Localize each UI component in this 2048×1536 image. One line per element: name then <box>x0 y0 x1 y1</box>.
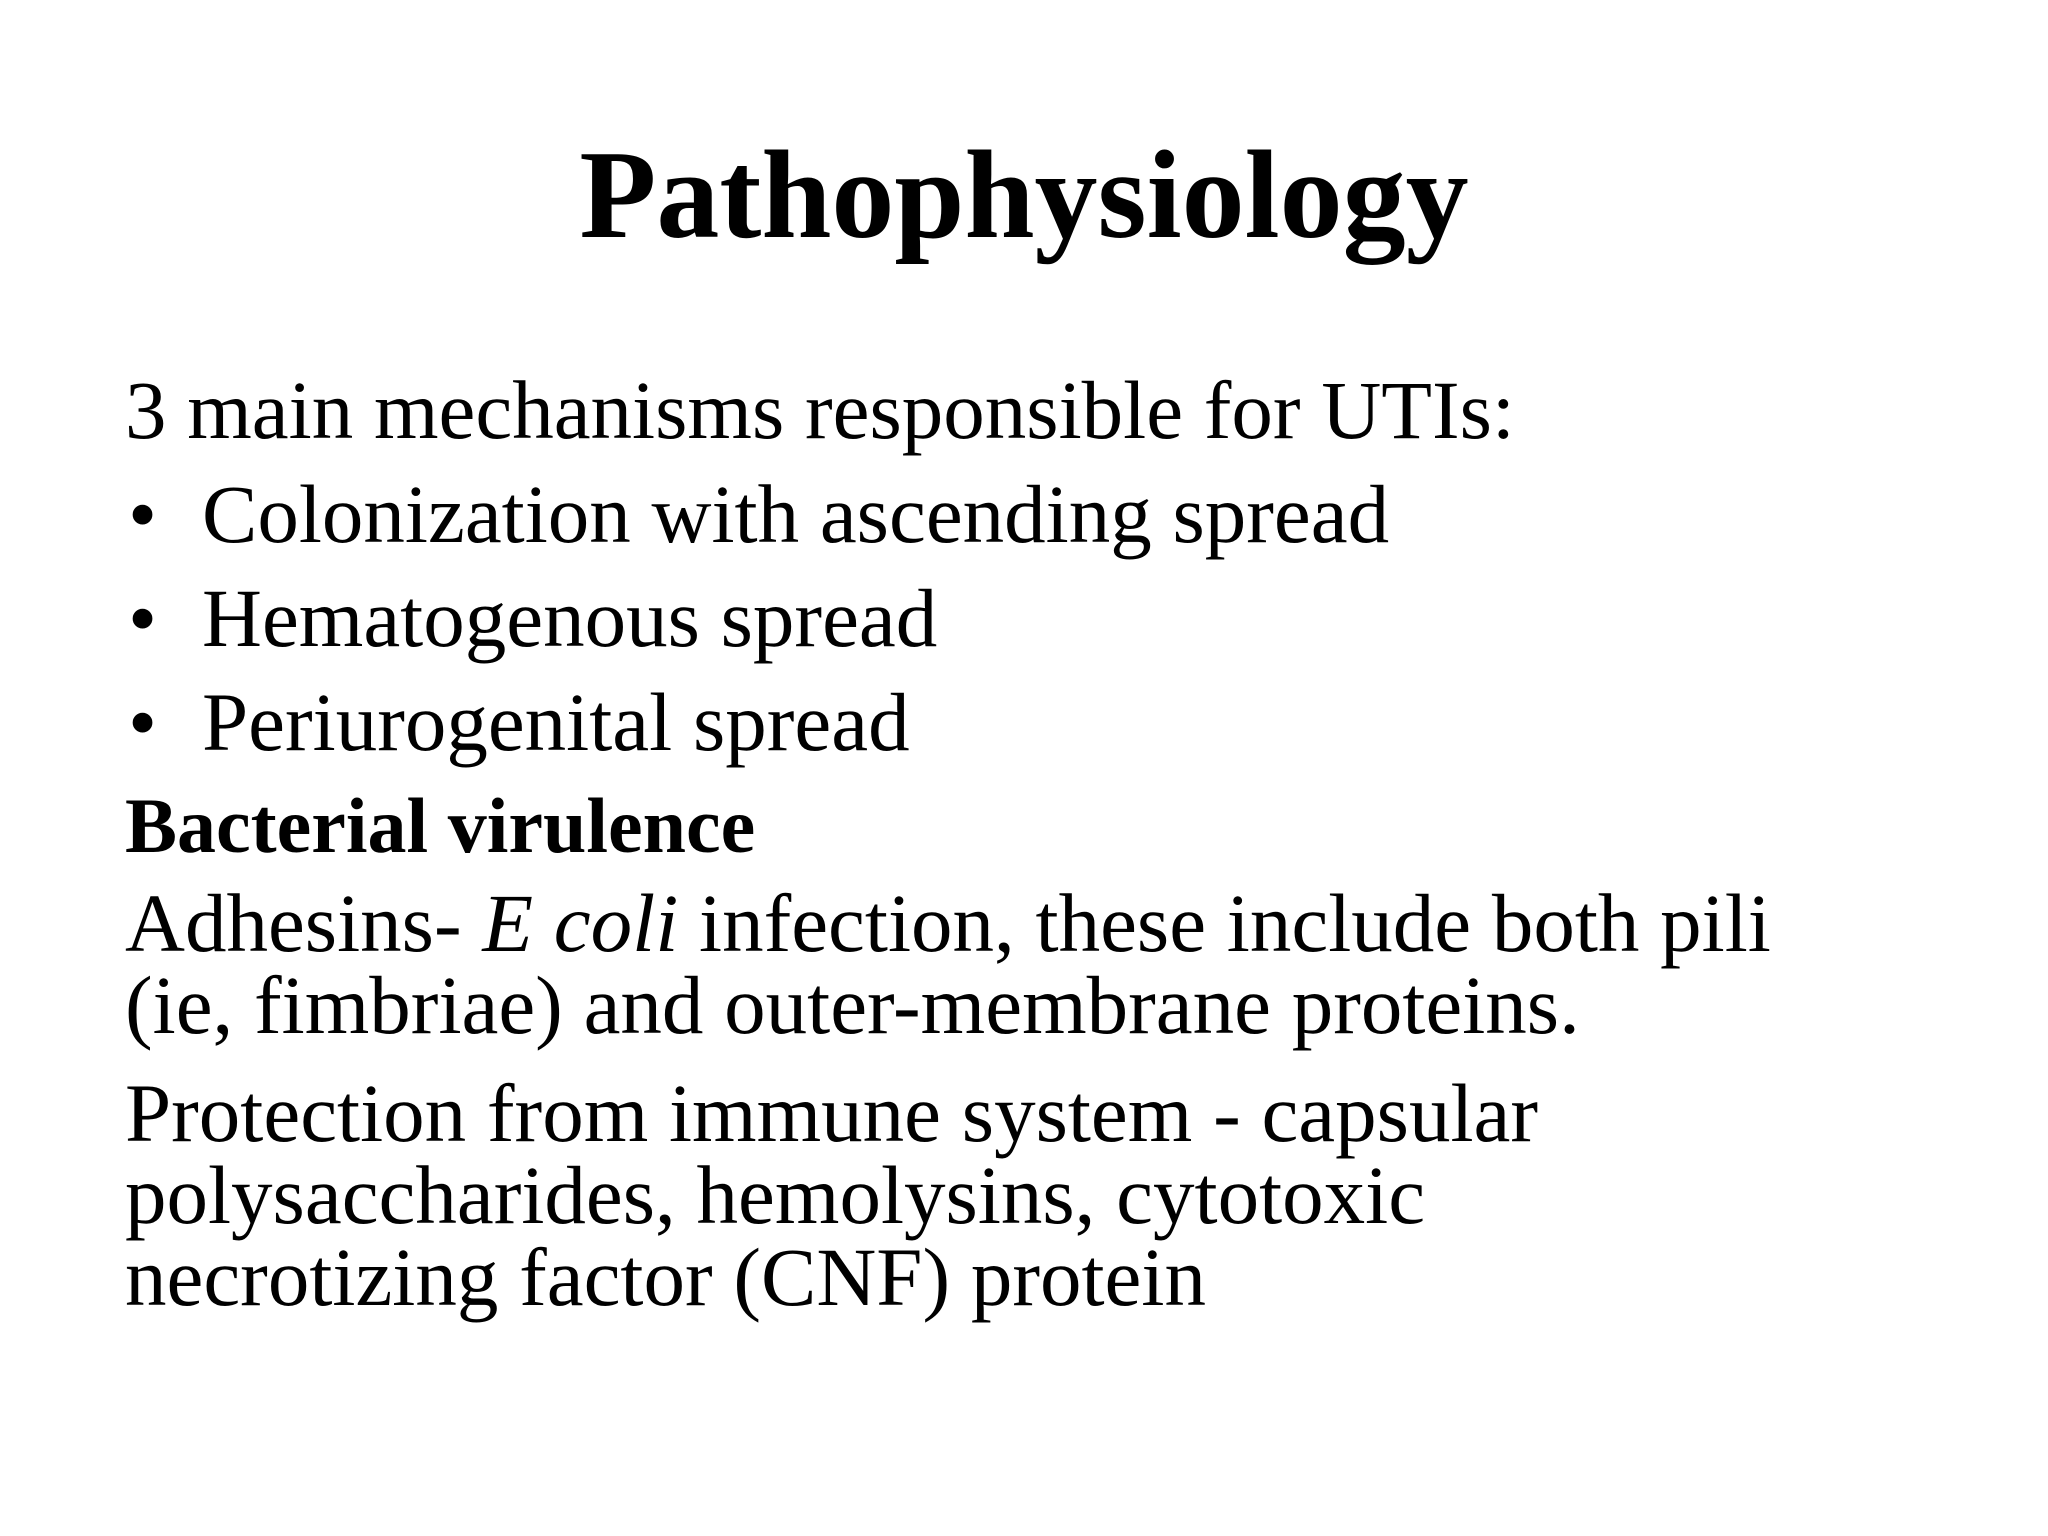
bullet-item <box>125 570 2005 666</box>
bullet-item <box>125 466 2005 562</box>
slide-body <box>125 362 2005 1323</box>
protection-paragraph <box>125 1067 2005 1323</box>
adhesins-line-1-rest: infection, these include both pili <box>678 877 1771 969</box>
intro-text: 3 main mechanisms responsible for UTIs: <box>125 364 1515 456</box>
protection-line-1: Protection from immune system - capsular <box>125 1067 1538 1159</box>
adhesins-line-2: (ie, fimbriae) and outer-membrane proteins. <box>125 959 1580 1051</box>
protection-line-2: polysaccharides, hemolysins, cytotoxic <box>125 1149 1426 1241</box>
slide-title: Pathophysiology <box>579 126 1469 265</box>
protection-line-3: necrotizing factor (CNF) protein <box>125 1231 1206 1323</box>
organism-name: E coli <box>482 877 679 969</box>
bullet-text: Colonization with ascending spread <box>202 468 1390 560</box>
adhesins-paragraph <box>125 877 2005 1051</box>
bullet-icon: • <box>128 676 158 768</box>
bullet-icon: • <box>128 572 158 664</box>
bullet-item <box>125 674 2005 770</box>
bullet-icon: • <box>128 468 158 560</box>
section-heading: Bacterial virulence <box>125 782 756 869</box>
adhesins-line-1 <box>125 877 2005 969</box>
bullet-text: Periurogenital spread <box>202 676 910 768</box>
adhesins-prefix: Adhesins- <box>125 877 483 969</box>
bullet-text: Hematogenous spread <box>202 572 938 664</box>
